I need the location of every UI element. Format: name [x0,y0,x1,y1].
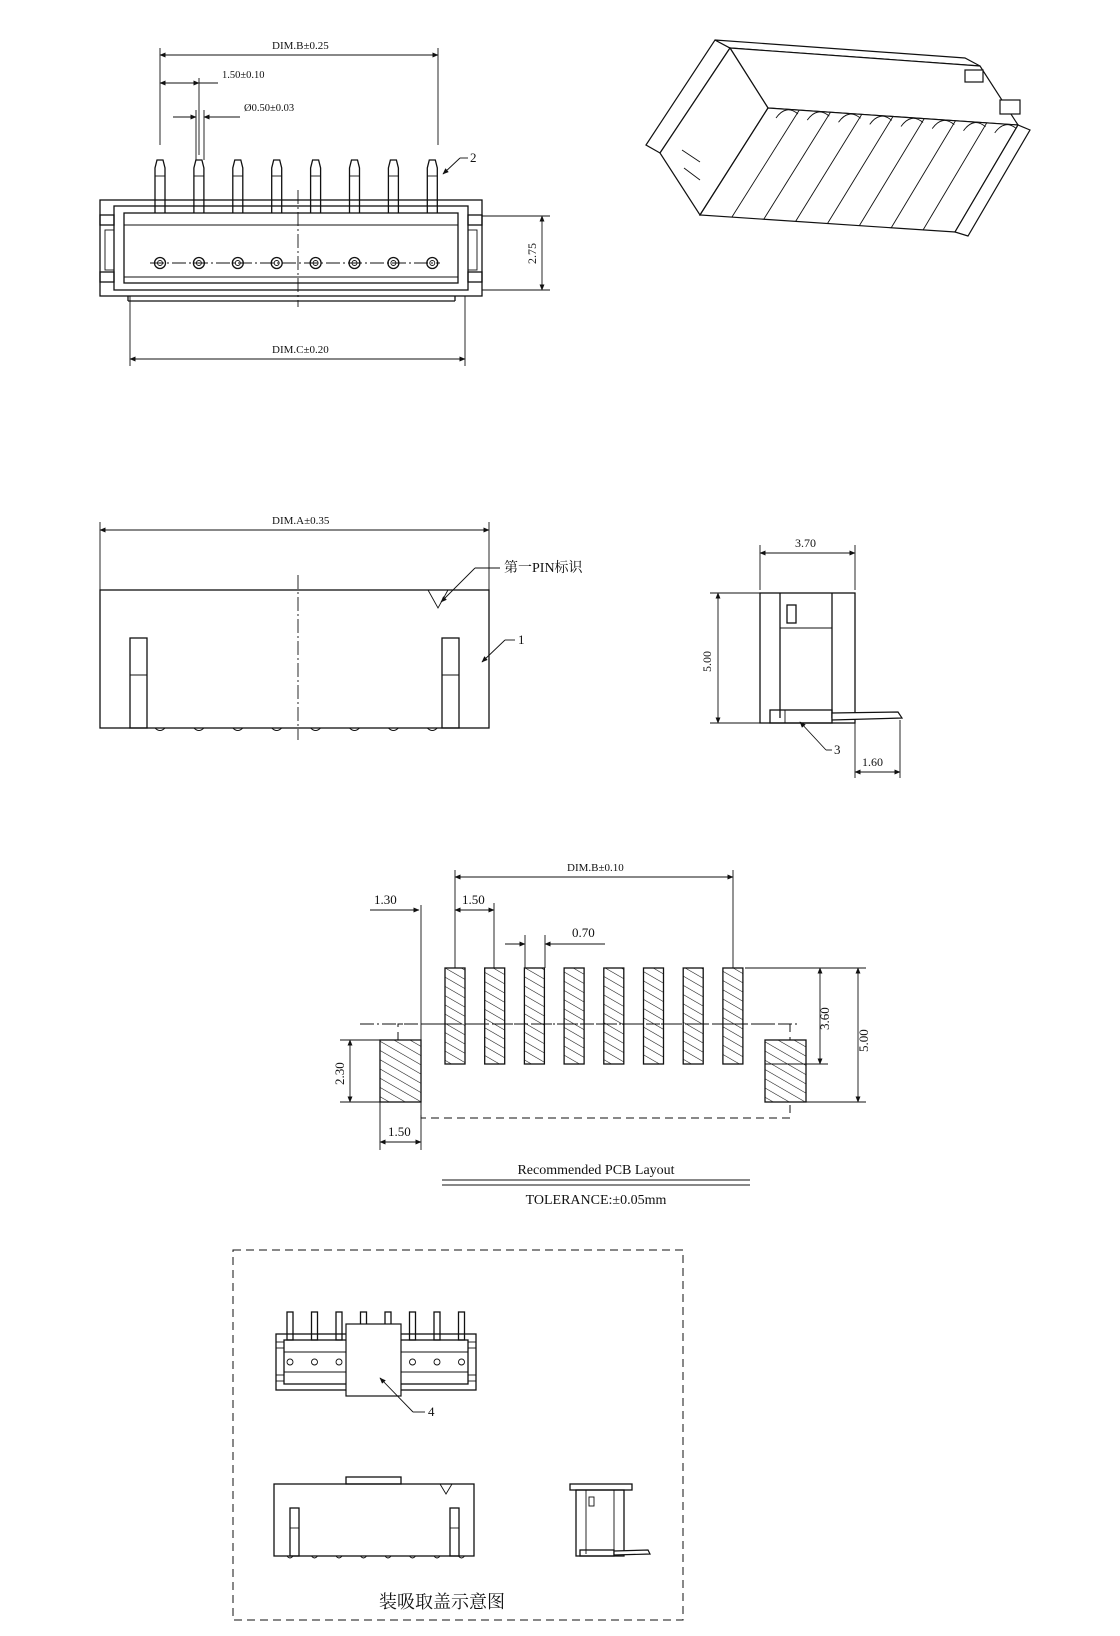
pcb-signal-pads [445,968,743,1064]
pcb-pad [644,968,664,1064]
pin-body [311,160,321,213]
side-height-label: 5.00 [700,651,714,672]
pickup-cap [346,1324,401,1396]
top-view-pins [155,160,438,269]
pin-body [388,160,398,213]
mini-pin-body [287,1312,293,1340]
mini-pin [410,1312,416,1365]
pcb-pad [564,968,584,1064]
dim-c-label: DIM.C±0.20 [272,344,329,356]
tail-label: 1.60 [862,755,883,769]
pcb-total-h-label: 5.00 [856,1029,871,1052]
pcb-pad [485,968,505,1064]
top-pin [349,160,360,269]
cap-front-view [274,1477,474,1558]
mini-pin-hole [336,1359,342,1365]
cap-caption: 装吸取盖示意图 [379,1592,505,1612]
mini-pin [459,1312,465,1365]
pcb-tab-pad-left [380,1040,421,1102]
mini-pin-body [459,1312,465,1340]
pin-body [233,160,243,213]
top-pin [427,160,438,269]
mini-pin-body [434,1312,440,1340]
pcb-pad [723,968,743,1064]
mini-pin [312,1312,318,1365]
pin-body [155,160,165,213]
dim-a-label: DIM.A±0.35 [272,515,330,527]
pin-body [350,160,360,213]
mini-pin-hole [410,1359,416,1365]
height-label: 2.75 [525,243,539,264]
mini-pin-hole [312,1359,318,1365]
pcb-pad-len-label: 3.60 [817,1007,832,1030]
cap-top-view [276,1312,476,1396]
top-pin [232,160,243,269]
mini-pin-hole [459,1359,465,1365]
mini-pin [287,1312,293,1365]
pcb-title: Recommended PCB Layout [517,1163,675,1178]
top-pin [193,160,204,269]
pin-body [194,160,204,213]
top-pin [310,160,321,269]
pcb-pad-width-label: 0.70 [572,925,595,940]
pcb-pad [524,968,544,1064]
mini-pin-body [410,1312,416,1340]
pcb-tab-h-label: 2.30 [332,1062,347,1085]
top-view [100,40,550,366]
pcb-dim-b-label: DIM.B±0.10 [567,862,624,874]
pin-dia-label: Ø0.50±0.03 [244,103,295,114]
side-view [700,536,902,778]
side-width-label: 3.70 [795,536,816,550]
pcb-tab-w-label: 1.50 [388,1124,411,1139]
dim-b-label: DIM.B±0.25 [272,40,329,52]
top-pin [388,160,399,269]
mini-pin [434,1312,440,1365]
callout-1: 1 [518,632,525,647]
mini-pin-body [312,1312,318,1340]
top-pin [271,160,282,269]
isometric-view [646,40,1030,236]
callout-3: 3 [834,742,841,757]
front-view [100,515,584,740]
pcb-edge-label: 1.30 [374,892,397,907]
pcb-pitch-label: 1.50 [462,892,485,907]
pitch-label: 1.50±0.10 [222,70,265,81]
mini-pin-hole [287,1359,293,1365]
pin-body [272,160,282,213]
pcb-pad [683,968,703,1064]
pcb-pad [604,968,624,1064]
top-pin [155,160,166,269]
mini-pin-body [336,1312,342,1340]
cap-side-view [570,1484,650,1556]
pcb-tolerance: TOLERANCE:±0.05mm [525,1193,667,1208]
cap-diagram [233,1250,683,1620]
pcb-tab-pad-right [765,1040,806,1102]
pcb-pad [445,968,465,1064]
mini-pin-hole [434,1359,440,1365]
pin1-mark-label: 第一PIN标识 [504,561,583,576]
pcb-layout [332,862,871,1208]
callout-2: 2 [470,150,477,165]
pin-body [427,160,437,213]
mini-pin [336,1312,342,1365]
callout-4: 4 [428,1404,435,1419]
